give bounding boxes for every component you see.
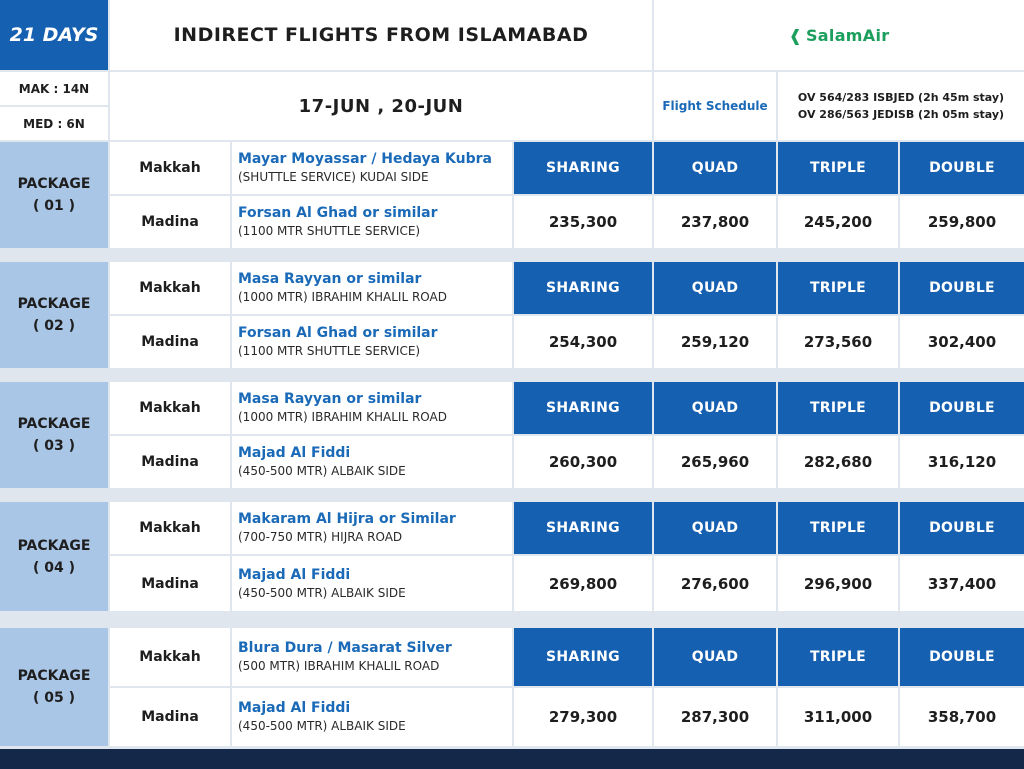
city-makkah: Makkah	[110, 382, 230, 434]
hotel-distance: (450-500 MTR) ALBAIK SIDE	[238, 464, 406, 478]
room-type-header: DOUBLE	[900, 502, 1024, 554]
price-cell: 276,600	[654, 556, 776, 611]
city-madina: Madina	[110, 556, 230, 611]
package-number: ( 05 )	[32, 690, 76, 706]
room-type-header: DOUBLE	[900, 142, 1024, 194]
flight-outbound: OV 564/283 ISBJED (2h 45m stay)	[797, 91, 1005, 104]
hotel-distance: (700-750 MTR) HIJRA ROAD	[238, 530, 403, 544]
room-type-header: SHARING	[514, 262, 652, 314]
city-makkah: Makkah	[110, 628, 230, 686]
hotel-distance: (450-500 MTR) ALBAIK SIDE	[238, 585, 406, 600]
city-madina: Madina	[110, 436, 230, 488]
price-cell: 269,800	[514, 556, 652, 611]
hotel-madina	[232, 556, 512, 611]
stay-madina-nights: MED : 6N	[0, 107, 108, 140]
package-label	[0, 262, 108, 368]
city-makkah: Makkah	[110, 142, 230, 194]
room-type-header: QUAD	[654, 628, 776, 686]
room-type-header: DOUBLE	[900, 628, 1024, 686]
hotel-name: Majad Al Fiddi	[238, 700, 351, 716]
city-madina: Madina	[110, 688, 230, 746]
city-makkah: Makkah	[110, 262, 230, 314]
hotel-name: Masa Rayyan or similar	[238, 271, 422, 287]
package-number: ( 01 )	[32, 198, 76, 214]
room-type-header: TRIPLE	[778, 502, 898, 554]
price-cell: 311,000	[778, 688, 898, 746]
room-type-header: TRIPLE	[778, 262, 898, 314]
price-cell: 237,800	[654, 196, 776, 248]
package-label	[0, 502, 108, 611]
hotel-makkah	[232, 502, 512, 554]
price-cell: 260,300	[514, 436, 652, 488]
hotel-name: Majad Al Fiddi	[238, 445, 351, 461]
hotel-name: Blura Dura / Masarat Silver	[238, 640, 452, 656]
city-makkah: Makkah	[110, 502, 230, 554]
hotel-makkah	[232, 628, 512, 686]
hotel-name: Forsan Al Ghad or similar	[238, 325, 438, 341]
hotel-makkah	[232, 262, 512, 314]
room-type-header: QUAD	[654, 262, 776, 314]
price-cell: 235,300	[514, 196, 652, 248]
price-cell: 287,300	[654, 688, 776, 746]
package-number: ( 03 )	[32, 438, 76, 454]
room-type-header: DOUBLE	[900, 382, 1024, 434]
flight-schedule-label: Flight Schedule	[654, 72, 776, 140]
hotel-name: Masa Rayyan or similar	[238, 391, 422, 407]
price-cell: 259,120	[654, 316, 776, 368]
package-label-text: PACKAGE	[17, 416, 91, 432]
room-type-header: DOUBLE	[900, 262, 1024, 314]
price-cell: 273,560	[778, 316, 898, 368]
room-type-header: SHARING	[514, 382, 652, 434]
package-label-text: PACKAGE	[17, 176, 91, 192]
room-type-header: TRIPLE	[778, 628, 898, 686]
airline-logo	[654, 0, 1024, 70]
hotel-makkah	[232, 382, 512, 434]
price-cell: 296,900	[778, 556, 898, 611]
page-title: INDIRECT FLIGHTS FROM ISLAMABAD	[110, 0, 652, 70]
price-cell: 265,960	[654, 436, 776, 488]
room-type-header: SHARING	[514, 628, 652, 686]
price-cell: 245,200	[778, 196, 898, 248]
package-label	[0, 142, 108, 248]
package-label	[0, 382, 108, 488]
room-type-header: QUAD	[654, 382, 776, 434]
room-type-header: TRIPLE	[778, 382, 898, 434]
price-cell: 259,800	[900, 196, 1024, 248]
package-label-text: PACKAGE	[17, 668, 91, 684]
price-cell: 302,400	[900, 316, 1024, 368]
city-madina: Madina	[110, 316, 230, 368]
hotel-madina	[232, 196, 512, 248]
hotel-name: Majad Al Fiddi	[238, 566, 351, 583]
price-cell: 282,680	[778, 436, 898, 488]
package-label-text: PACKAGE	[17, 296, 91, 312]
price-cell: 279,300	[514, 688, 652, 746]
price-cell: 337,400	[900, 556, 1024, 611]
airline-name: SalamAir	[805, 25, 890, 45]
price-cell: 358,700	[900, 688, 1024, 746]
hotel-makkah	[232, 142, 512, 194]
hotel-distance: (1100 MTR SHUTTLE SERVICE)	[238, 224, 421, 238]
hotel-distance: (1000 MTR) IBRAHIM KHALIL ROAD	[238, 410, 447, 424]
room-type-header: SHARING	[514, 142, 652, 194]
package-number: ( 02 )	[32, 318, 76, 334]
departure-dates: 17-JUN , 20-JUN	[110, 72, 652, 140]
footer-bar	[0, 749, 1024, 769]
hotel-madina	[232, 436, 512, 488]
package-number: ( 04 )	[32, 559, 76, 576]
hotel-distance: (1100 MTR SHUTTLE SERVICE)	[238, 344, 421, 358]
hotel-distance: (500 MTR) IBRAHIM KHALIL ROAD	[238, 659, 440, 673]
hotel-distance: (1000 MTR) IBRAHIM KHALIL ROAD	[238, 290, 447, 304]
price-cell: 316,120	[900, 436, 1024, 488]
hotel-name: Forsan Al Ghad or similar	[238, 205, 438, 221]
room-type-header: QUAD	[654, 502, 776, 554]
room-type-header: QUAD	[654, 142, 776, 194]
stay-makkah-nights: MAK : 14N	[0, 72, 108, 105]
room-type-header: SHARING	[514, 502, 652, 554]
duration-badge: 21 DAYS	[0, 0, 108, 70]
hotel-name: Makaram Al Hijra or Similar	[238, 511, 456, 527]
hotel-name: Mayar Moyassar / Hedaya Kubra	[238, 151, 492, 167]
price-cell: 254,300	[514, 316, 652, 368]
flight-return: OV 286/563 JEDISB (2h 05m stay)	[797, 108, 1005, 121]
package-label	[0, 628, 108, 746]
hotel-madina	[232, 316, 512, 368]
hotel-distance: (SHUTTLE SERVICE) KUDAI SIDE	[238, 170, 429, 184]
room-type-header: TRIPLE	[778, 142, 898, 194]
package-label-text: PACKAGE	[17, 537, 91, 554]
hotel-distance: (450-500 MTR) ALBAIK SIDE	[238, 719, 406, 733]
city-madina: Madina	[110, 196, 230, 248]
hotel-madina	[232, 688, 512, 746]
airline-arrow-icon: ❰	[788, 25, 802, 45]
flight-schedule-info	[778, 72, 1024, 140]
